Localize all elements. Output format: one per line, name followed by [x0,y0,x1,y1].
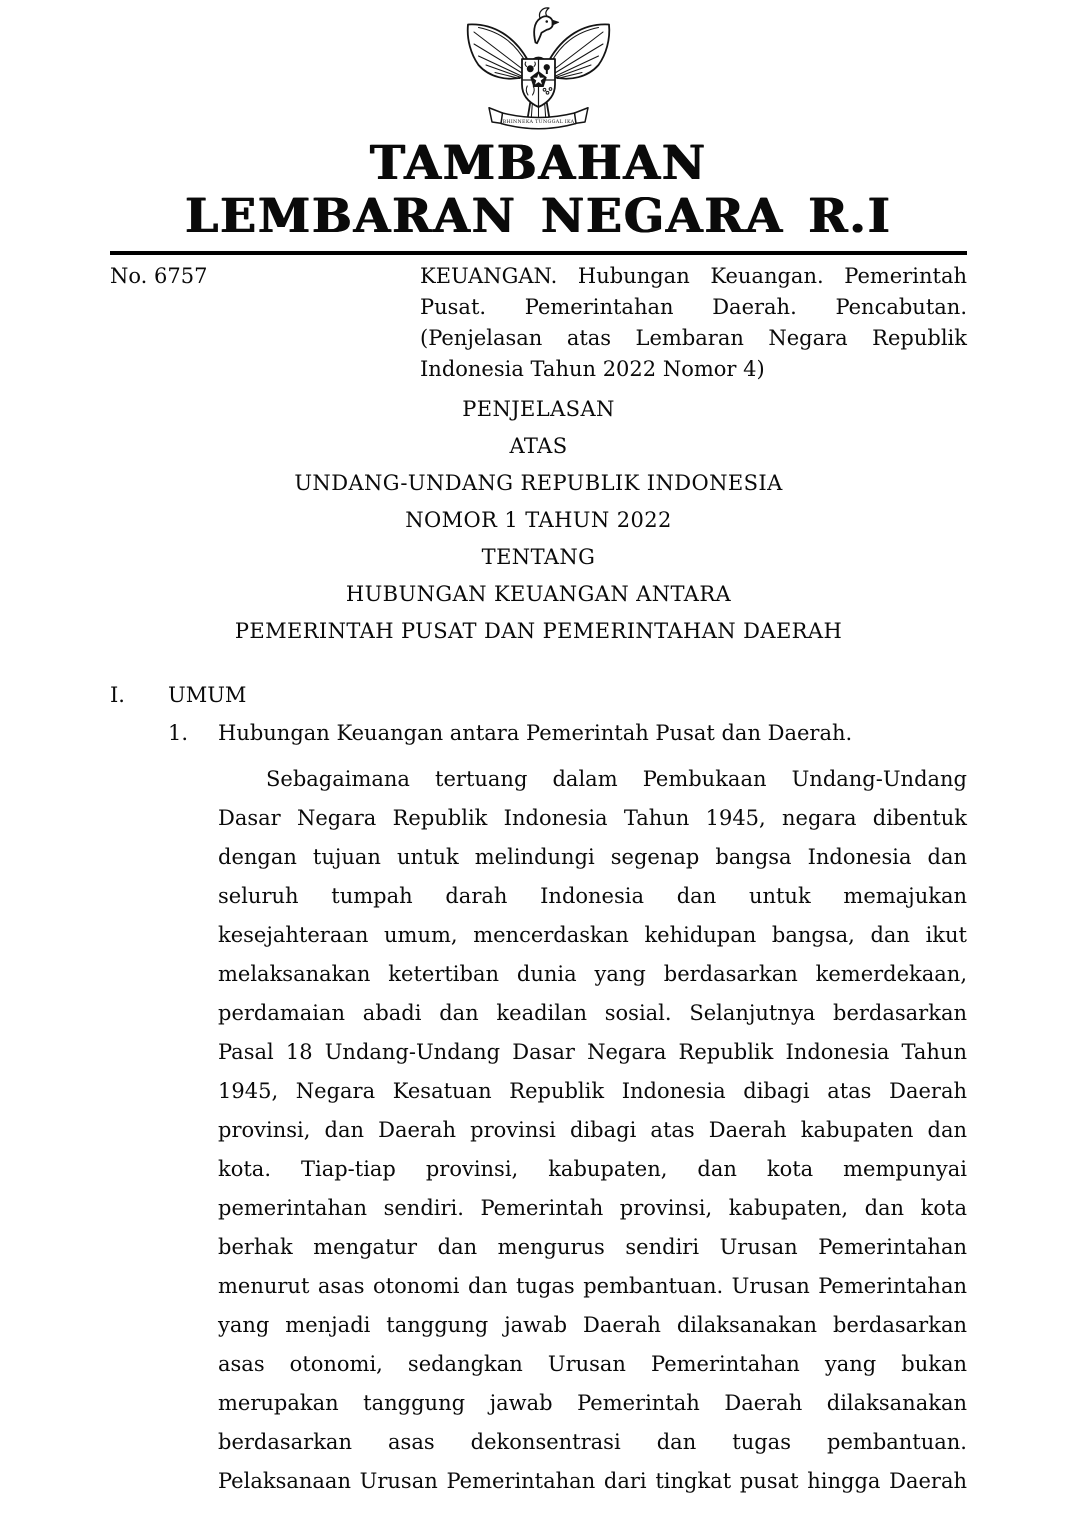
paragraph-line: Sebagaimana tertuang dalam Pembukaan Undang-Undang [266,767,967,791]
paragraph-line: merupakan tanggung jawab Pemerintah Daerah dilaksanakan [218,1391,967,1415]
paragraph-line: yang menjadi tanggung jawab Daerah dilaksanakan berdasarkan [218,1313,967,1337]
masthead-divider [110,251,967,255]
paragraph-line: kesejahteraan umum, mencerdaskan kehidupan bangsa, dan ikut [218,923,967,947]
section-label: UMUM [168,683,247,707]
document-header [110,261,967,385]
subsection-title: Hubungan Keuangan antara Pemerintah Pusat dan Daerah. [218,721,853,745]
heading-line: PEMERINTAH PUSAT DAN PEMERINTAHAN DAERAH [234,619,843,643]
heading-line: NOMOR 1 TAHUN 2022 [405,508,672,532]
section-numeral: I. [110,683,125,707]
paragraph-line: menurut asas otonomi dan tugas pembantuan. Urusan Pemerintahan [218,1274,967,1298]
paragraph-line: Dasar Negara Republik Indonesia Tahun 1945, negara dibentuk [218,806,967,830]
paragraph-line: perdamaian abadi dan keadilan sosial. Selanjutnya berdasarkan [218,1001,967,1025]
heading-line: PENJELASAN [462,397,615,421]
masthead [110,137,967,243]
act-title-block [110,391,967,650]
paragraph-line: Pelaksanaan Urusan Pemerintahan dari tingkat pusat hingga Daerah [218,1469,967,1493]
annotation-line: Indonesia Tahun 2022 Nomor 4) [420,357,765,381]
body-paragraph [218,760,967,1501]
annotation-line: Pusat. Pemerintahan Daerah. Pencabutan. [420,295,967,319]
paragraph-line: pemerintahan sendiri. Pemerintah provinsi, kabupaten, dan kota [218,1196,967,1220]
subject-annotation [420,261,967,385]
paragraph-line: 1945, Negara Kesatuan Republik Indonesia dibagi atas Daerah [218,1079,967,1103]
heading-line: ATAS [509,434,568,458]
paragraph-line: berdasarkan asas dekonsentrasi dan tugas pembantuan. [218,1430,967,1454]
heading-line: HUBUNGAN KEUANGAN ANTARA [345,582,732,606]
subsection-number: 1. [168,721,189,745]
subsection-heading [168,718,967,748]
garuda-pancasila-icon [456,2,621,137]
masthead-title-line1: TAMBAHAN [370,136,707,191]
emblem-motto: BHINNEKA TUNGGAL IKA [502,120,575,126]
paragraph-line: berhak mengatur dan mengurus sendiri Urusan Pemerintahan [218,1235,967,1259]
heading-line: TENTANG [481,545,596,569]
section-heading [110,680,967,710]
paragraph-line: seluruh tumpah darah Indonesia dan untuk memajukan [218,884,967,908]
annotation-line: (Penjelasan atas Lembaran Negara Republik [420,326,967,350]
paragraph-line: dengan tujuan untuk melindungi segenap bangsa Indonesia dan [218,845,967,869]
paragraph-line: provinsi, dan Daerah provinsi dibagi atas Daerah kabupaten dan [218,1118,967,1142]
paragraph-line: Pasal 18 Undang-Undang Dasar Negara Republik Indonesia Tahun [218,1040,967,1064]
masthead-title-line2: LEMBARAN NEGARA R.I [185,189,892,244]
heading-line: UNDANG-UNDANG REPUBLIK INDONESIA [294,471,783,495]
paragraph-line: asas otonomi, sedangkan Urusan Pemerintahan yang bukan [218,1352,967,1376]
paragraph-line: kota. Tiap-tiap provinsi, kabupaten, dan kota mempunyai [218,1157,967,1181]
annotation-line: KEUANGAN. Hubungan Keuangan. Pemerintah [420,264,967,288]
gazette-number: No. 6757 [110,264,208,288]
paragraph-line: melaksanakan ketertiban dunia yang berdasarkan kemerdekaan, [218,962,967,986]
